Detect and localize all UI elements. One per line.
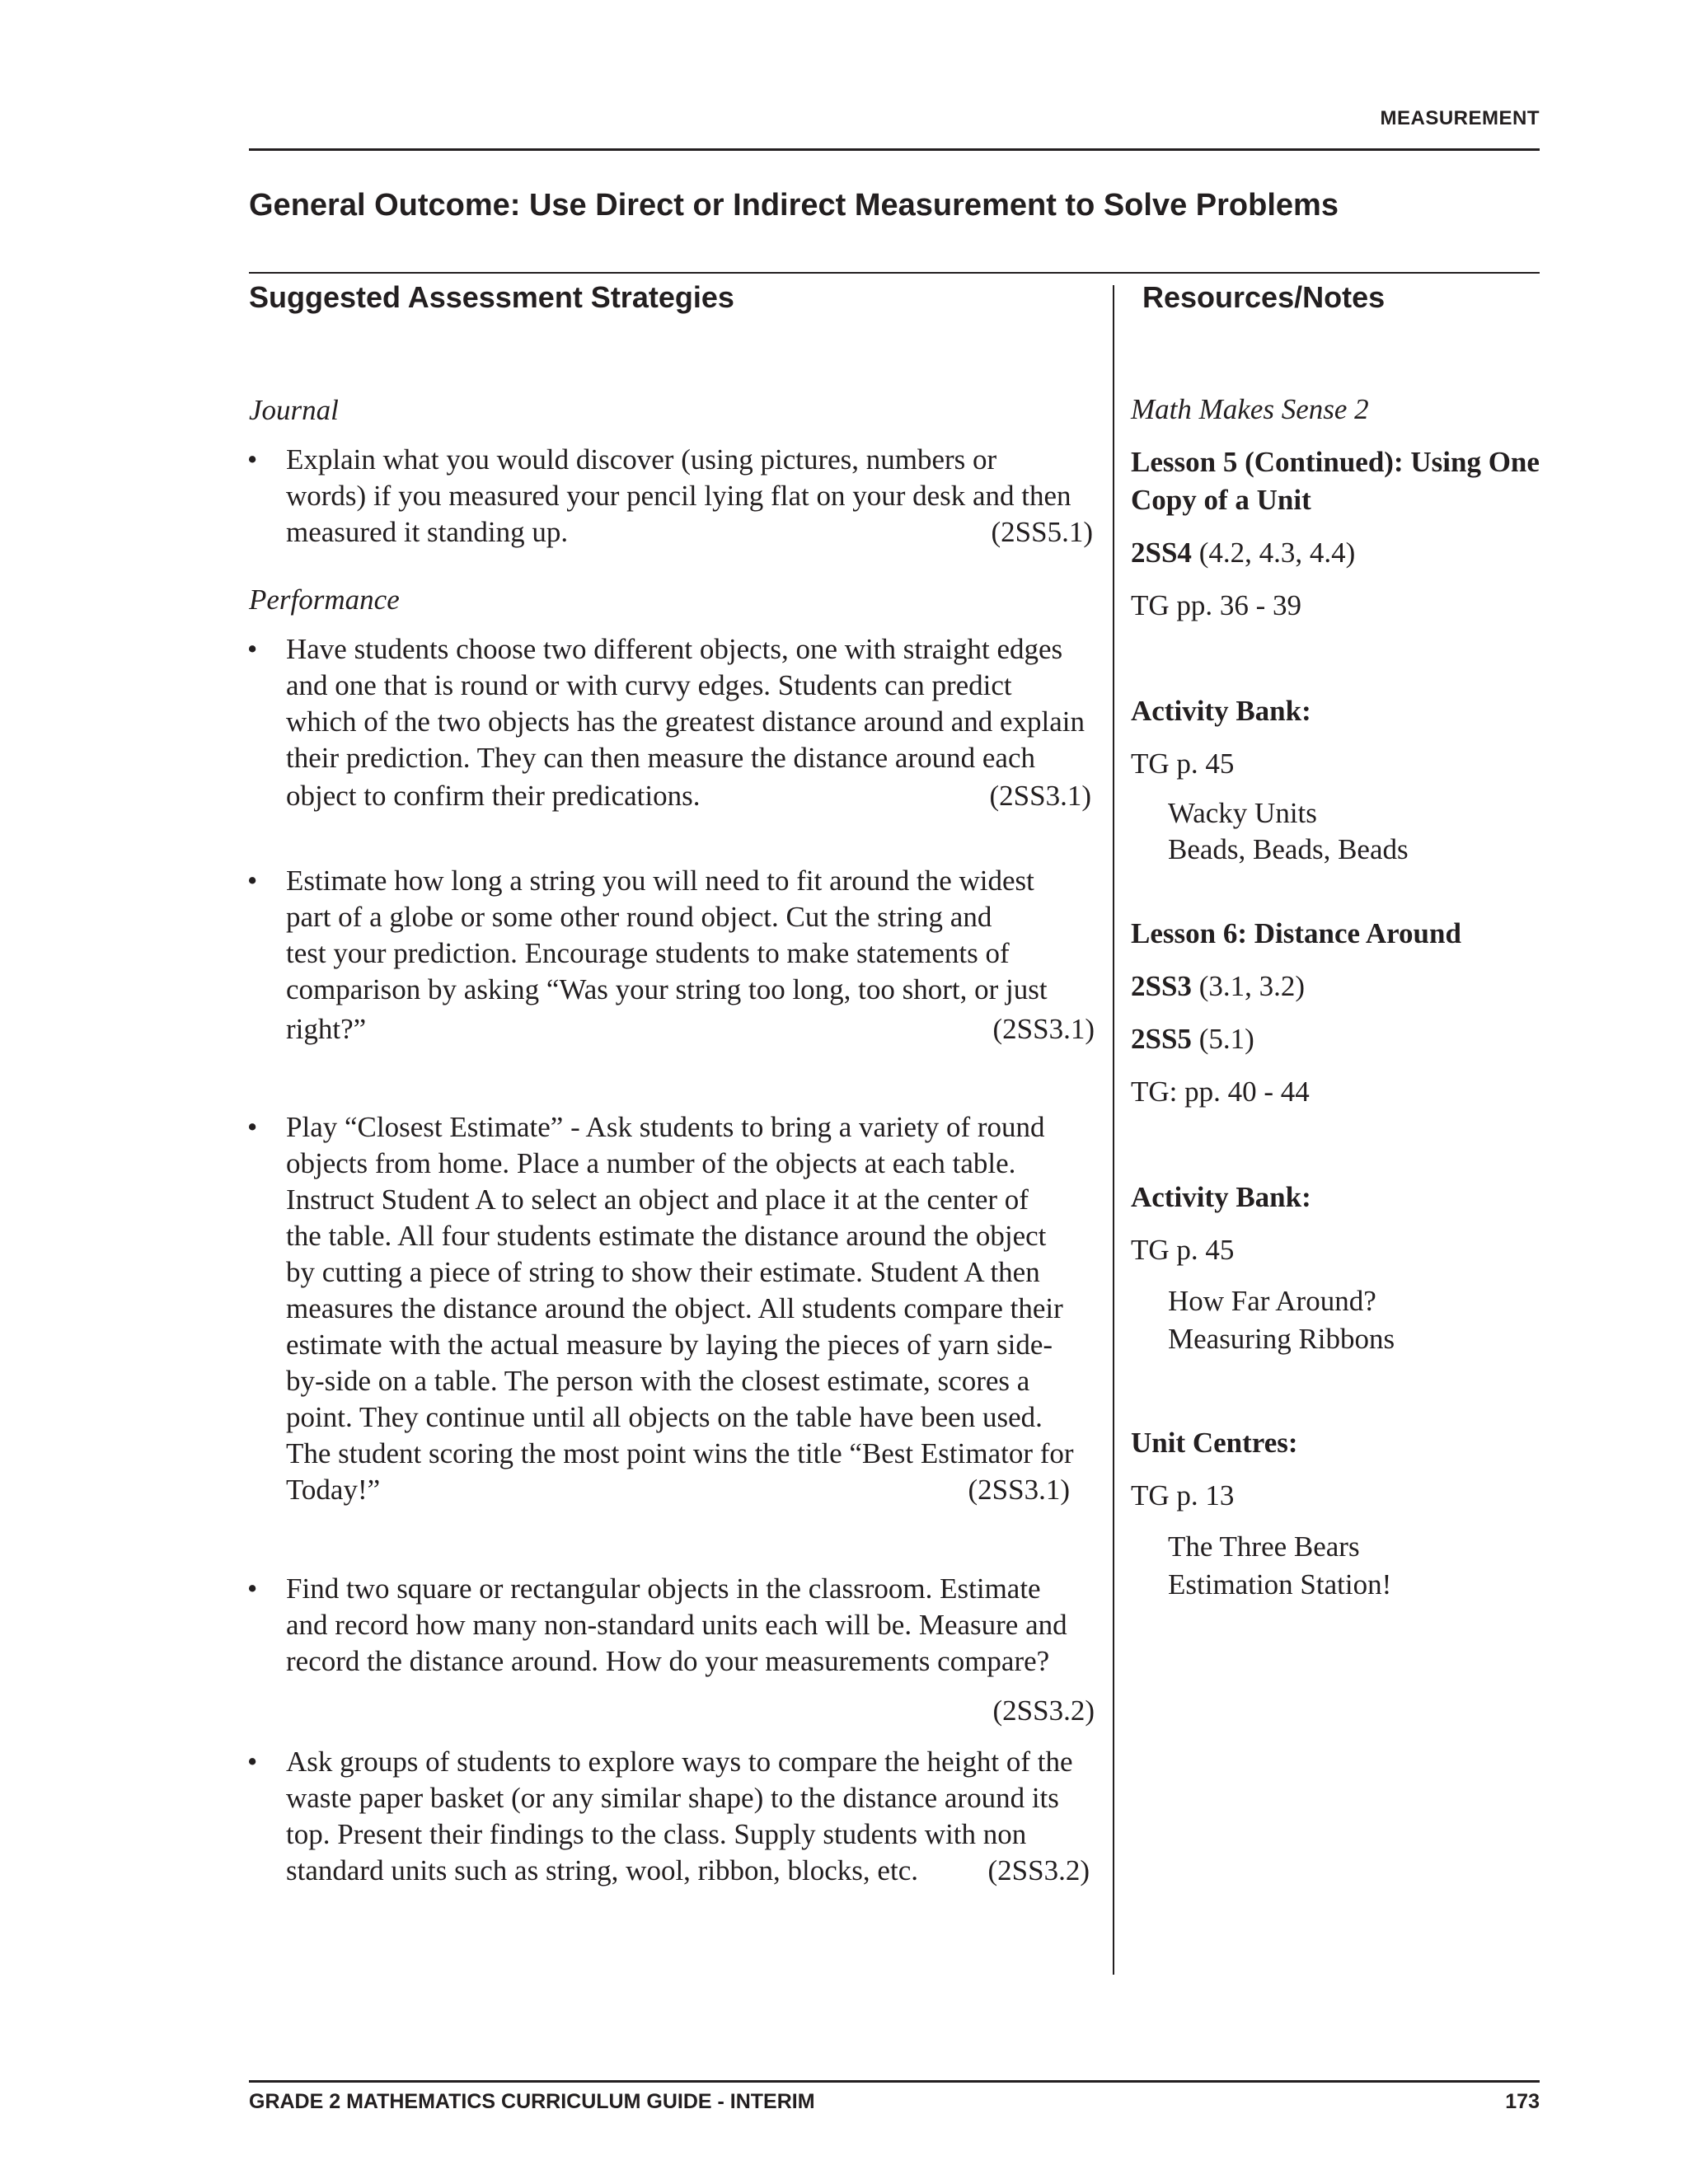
outcome-ref-code: 2SS5 [1131, 1023, 1192, 1055]
bullet: • [247, 633, 258, 665]
tg-pages: TG p. 45 [1131, 1234, 1235, 1266]
strategy-line: and record how many non-standard units each will be. Measure and [286, 1609, 1067, 1641]
footer-rule [249, 2080, 1540, 2083]
strategy-line: by-side on a table. The person with the closest estimate, scores a [286, 1365, 1030, 1397]
strategy-line: point. They continue until all objects on the table have been used. [286, 1401, 1043, 1433]
footer-title: GRADE 2 MATHEMATICS CURRICULUM GUIDE - INTERIM [249, 2090, 815, 2113]
activity-bank-heading: Activity Bank: [1131, 1181, 1311, 1213]
outcome-ref-detail: (5.1) [1191, 1023, 1254, 1055]
bullet: • [247, 1746, 258, 1778]
bullet: • [247, 1111, 258, 1143]
bullet: • [247, 1572, 258, 1605]
centre-item: The Three Bears [1168, 1530, 1360, 1563]
strategy-line: Find two square or rectangular objects in the classroom. Estimate [286, 1572, 1041, 1605]
resources-heading: Resources/Notes [1142, 280, 1386, 314]
page-number: 173 [1505, 2090, 1540, 2113]
tg-pages: TG p. 45 [1131, 748, 1235, 780]
strategy-line: by cutting a piece of string to show their estimate. Student A then [286, 1256, 1040, 1288]
activity-item: How Far Around? [1168, 1285, 1376, 1317]
strategy-line: Instruct Student A to select an object and place it at the center of [286, 1183, 1029, 1216]
outcome-code: (2SS3.1) [992, 1013, 1095, 1045]
activity-item: Wacky Units [1168, 797, 1317, 829]
strategy-line: measured it standing up. [286, 516, 569, 548]
strategy-line: which of the two objects has the greatest distance around and explain [286, 705, 1085, 738]
strategy-line: words) if you measured your pencil lying flat on your desk and then [286, 480, 1071, 512]
strategy-line: Today!” [286, 1474, 381, 1506]
outcome-ref [1131, 1020, 1254, 1058]
strategy-line: part of a globe or some other round object. Cut the string and [286, 901, 992, 933]
activity-item: Measuring Ribbons [1168, 1323, 1395, 1355]
strategy-line: object to confirm their predications. [286, 780, 701, 812]
strategy-line: record the distance around. How do your measurements compare? [286, 1645, 1050, 1677]
activity-bank-heading: Activity Bank: [1131, 695, 1311, 727]
strategies-heading: Suggested Assessment Strategies [249, 280, 734, 314]
strategy-line: measures the distance around the object. All students compare their [286, 1292, 1063, 1324]
strategy-line: the table. All four students estimate the distance around the object [286, 1220, 1047, 1252]
tg-pages: TG: pp. 40 - 44 [1131, 1076, 1310, 1108]
strategy-line: Explain what you would discover (using pictures, numbers or [286, 443, 997, 476]
resource-book: Math Makes Sense 2 [1131, 393, 1369, 425]
strategy-line: and one that is round or with curvy edges. Students can predict [286, 669, 1012, 701]
unit-centres-heading: Unit Centres: [1131, 1427, 1298, 1459]
strategy-line: their prediction. They can then measure the distance around each [286, 742, 1035, 774]
strategy-line: Estimate how long a string you will need to fit around the widest [286, 865, 1034, 897]
outcome-code: (2SS3.2) [987, 1854, 1090, 1886]
outcome-ref [1131, 534, 1355, 572]
journal-label: Journal [249, 394, 339, 426]
tg-pages: TG p. 13 [1131, 1479, 1235, 1511]
outcome-title: General Outcome: Use Direct or Indirect Measurement to Solve Problems [249, 188, 1339, 223]
outcome-ref-detail: (4.2, 4.3, 4.4) [1191, 537, 1356, 569]
strategy-line: waste paper basket (or any similar shape) to the distance around its [286, 1782, 1059, 1814]
strategy-line: Play “Closest Estimate” - Ask students to bring a variety of round [286, 1111, 1045, 1143]
strategy-line: objects from home. Place a number of the objects at each table. [286, 1147, 1016, 1179]
strategy-line: top. Present their findings to the class. Supply students with non [286, 1818, 1027, 1850]
outcome-ref-code: 2SS3 [1131, 970, 1192, 1002]
strategy-line: test your prediction. Encourage students to make statements of [286, 937, 1010, 969]
lesson-5-title: Lesson 5 (Continued): Using One [1131, 446, 1540, 478]
outcome-code: (2SS3.1) [989, 780, 1091, 812]
strategy-line: standard units such as string, wool, ribbon, blocks, etc. [286, 1854, 918, 1886]
running-head: MEASUREMENT [1380, 107, 1540, 129]
bullet: • [247, 865, 258, 897]
outcome-code: (2SS3.1) [968, 1474, 1070, 1506]
tg-pages: TG pp. 36 - 39 [1131, 589, 1302, 621]
performance-label: Performance [249, 583, 400, 616]
header-rule [249, 148, 1540, 151]
outcome-code: (2SS5.1) [991, 516, 1093, 548]
activity-item: Beads, Beads, Beads [1168, 833, 1409, 865]
lesson-5-title-cont: Copy of a Unit [1131, 484, 1311, 516]
strategy-line: estimate with the actual measure by laying the pieces of yarn side- [286, 1329, 1053, 1361]
outcome-ref-code: 2SS4 [1131, 537, 1192, 569]
centre-item: Estimation Station! [1168, 1568, 1392, 1601]
outcome-code: (2SS3.2) [992, 1694, 1095, 1727]
strategy-line: The student scoring the most point wins the title “Best Estimator for [286, 1437, 1074, 1469]
bullet: • [247, 443, 258, 476]
strategy-line: comparison by asking “Was your string too long, too short, or just [286, 973, 1048, 1005]
outcome-ref-detail: (3.1, 3.2) [1191, 970, 1305, 1002]
strategy-line: right?” [286, 1013, 367, 1045]
lesson-6-title: Lesson 6: Distance Around [1131, 917, 1461, 949]
strategy-line: Have students choose two different objects, one with straight edges [286, 633, 1063, 665]
outcome-ref [1131, 968, 1305, 1005]
column-divider [1113, 285, 1114, 1975]
outcome-rule [249, 272, 1540, 274]
strategy-line: Ask groups of students to explore ways to compare the height of the [286, 1746, 1073, 1778]
